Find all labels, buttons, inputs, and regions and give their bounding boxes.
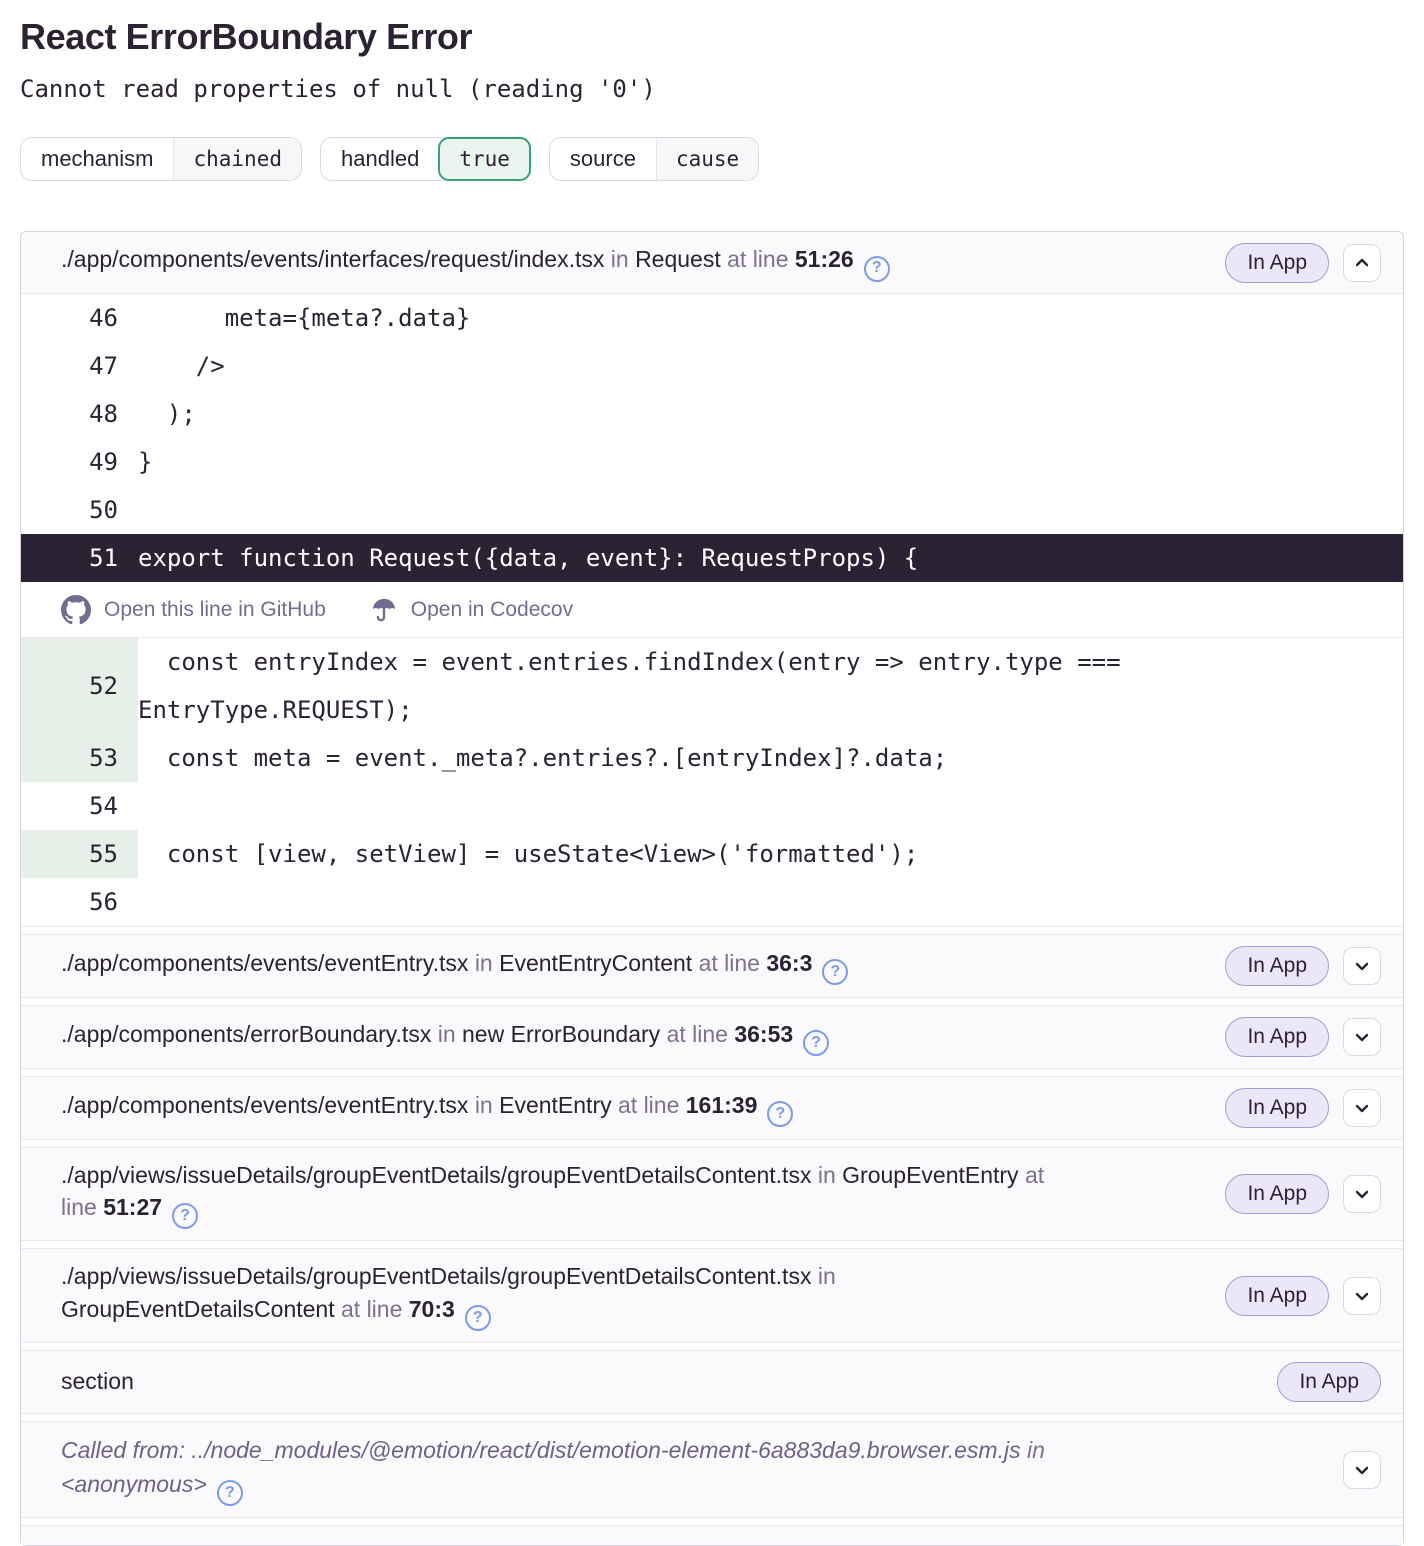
tag-value: chained — [173, 138, 301, 180]
chevron-down-icon — [1352, 1286, 1372, 1306]
chevron-down-icon — [1352, 1027, 1372, 1047]
code-text — [138, 486, 1403, 534]
code-line — [21, 342, 1403, 390]
expand-frame-button[interactable] — [1343, 1018, 1381, 1056]
code-line — [21, 438, 1403, 486]
tag-handled[interactable] — [320, 137, 531, 181]
chevron-down-icon — [1352, 956, 1372, 976]
line-number: 54 — [89, 792, 118, 820]
tag-source[interactable] — [549, 137, 759, 181]
help-icon[interactable] — [172, 1203, 198, 1229]
chevron-up-icon — [1352, 253, 1372, 273]
frame-controls — [1221, 1088, 1381, 1128]
in-app-badge: In App — [1225, 1017, 1329, 1057]
line-number-covered: 52 — [21, 638, 138, 734]
code-line — [21, 294, 1403, 342]
line-number-covered: 53 — [21, 734, 138, 782]
code-line — [21, 638, 1403, 734]
line-number-covered: 55 — [21, 830, 138, 878]
frame-line-col: 36:3 — [766, 949, 813, 976]
frame-title: ./app/components/events/interfaces/request/index.tsx in Request at line 51:26 ? — [61, 243, 890, 281]
frame-controls — [1221, 1362, 1381, 1402]
frame-title: ./app/components/events/eventEntry.tsx in EventEntry at line 161:39 ? — [61, 1089, 793, 1127]
line-number: 56 — [89, 888, 118, 916]
tag-mechanism[interactable] — [20, 137, 302, 181]
frame-title: ./app/views/issueDetails/groupEventDetails/groupEventDetailsContent.tsx in GroupEventDetailsContent at line 70:3? — [61, 1260, 1071, 1330]
expand-frame-button[interactable] — [1343, 1089, 1381, 1127]
code-text: meta={meta?.data} — [138, 304, 471, 332]
called-from-prefix: Called from: — [61, 1436, 185, 1463]
chevron-down-icon — [1352, 1460, 1372, 1480]
code-text: const meta = event._meta?.entries?.[entryIndex]?.data; — [138, 744, 948, 772]
stack-frame-collapsed[interactable] — [21, 1076, 1403, 1140]
code-context-before — [21, 294, 1403, 534]
in-app-badge: In App — [1225, 946, 1329, 986]
expand-frame-button[interactable] — [1343, 1175, 1381, 1213]
line-number: 48 — [89, 400, 118, 428]
error-message: Cannot read properties of null (reading '0') — [20, 75, 656, 103]
line-number: 47 — [89, 352, 118, 380]
in-app-badge: In App — [1225, 243, 1329, 283]
frame-path: ./app/components/errorBoundary.tsx — [61, 1020, 432, 1047]
code-line — [21, 486, 1403, 534]
stack-trace-panel — [20, 231, 1404, 1546]
frame-function: Request — [635, 246, 721, 273]
tag-key: handled — [341, 146, 420, 171]
stack-frame-collapsed[interactable] — [21, 1147, 1403, 1241]
line-number: 46 — [89, 304, 118, 332]
help-icon[interactable] — [465, 1305, 491, 1331]
help-icon[interactable] — [864, 256, 890, 282]
code-text: const entryIndex = event.entries.findIndex(entry => entry.type === EntryType.REQUEST); — [138, 648, 1136, 724]
codecov-umbrella-icon — [370, 596, 398, 624]
github-link-label: Open this line in GitHub — [104, 597, 326, 621]
frame-line-col: 161:39 — [685, 1091, 758, 1118]
frame-line-col: 51:27 — [103, 1194, 163, 1221]
github-icon — [61, 595, 91, 625]
frame-function: EventEntryContent — [499, 949, 693, 976]
code-text: /> — [138, 352, 225, 380]
line-number: 50 — [89, 496, 118, 524]
page-title: React ErrorBoundary Error — [20, 16, 473, 57]
frame-title: ./app/components/errorBoundary.tsx in new ErrorBoundary at line 36:53 ? — [61, 1018, 829, 1056]
frame-path: ./app/views/issueDetails/groupEventDetails/groupEventDetailsContent.tsx — [61, 1263, 812, 1290]
frame-line-col: 51:26 — [794, 246, 854, 273]
open-in-codecov-link[interactable] — [370, 596, 573, 624]
frame-title: ./app/views/issueDetails/groupEventDetails/groupEventDetailsContent.tsx in GroupEventEntry at line 51:27? — [61, 1159, 1071, 1229]
stack-frame-expanded-header[interactable] — [21, 232, 1403, 294]
help-icon[interactable] — [822, 959, 848, 985]
code-line — [21, 830, 1403, 878]
expand-frame-button[interactable] — [1343, 1277, 1381, 1315]
code-text — [138, 782, 1403, 830]
open-in-github-link[interactable] — [61, 595, 326, 625]
code-text: ); — [138, 400, 196, 428]
frame-controls — [1221, 946, 1381, 986]
frame-controls — [1343, 1451, 1381, 1489]
frame-line-col: 36:53 — [734, 1020, 794, 1047]
frame-path: ./app/components/events/eventEntry.tsx — [61, 1091, 469, 1118]
code-text: } — [138, 448, 153, 476]
stack-frame-collapsed[interactable] — [21, 1005, 1403, 1069]
code-line — [21, 390, 1403, 438]
code-line — [21, 878, 1403, 926]
frame-line-col: 70:3 — [408, 1295, 455, 1322]
frame-path: ./app/components/events/interfaces/request/index.tsx — [61, 246, 605, 273]
tag-pills — [20, 137, 1404, 181]
frame-controls — [1221, 1174, 1381, 1214]
frame-controls — [1221, 243, 1381, 283]
frame-function: new ErrorBoundary — [462, 1020, 661, 1047]
line-number: 49 — [89, 448, 118, 476]
codecov-link-label: Open in Codecov — [410, 597, 574, 621]
help-icon[interactable] — [767, 1101, 793, 1127]
in-app-badge: In App — [1225, 1088, 1329, 1128]
stack-frame-collapsed[interactable] — [21, 934, 1403, 998]
tag-value-highlighted: true — [438, 137, 531, 181]
line-number: 51 — [89, 544, 118, 572]
frame-controls — [1221, 1276, 1381, 1316]
frame-controls — [1221, 1017, 1381, 1057]
code-line — [21, 782, 1403, 830]
in-app-badge: In App — [1225, 1174, 1329, 1214]
chevron-down-icon — [1352, 1098, 1372, 1118]
stack-frame-section[interactable] — [21, 1350, 1403, 1414]
code-text — [138, 878, 1403, 926]
frame-path: ../node_modules/@emotion/react/dist/emotion-element-6a883da9.browser.esm.js — [191, 1436, 1021, 1463]
stack-frame-called-from[interactable] — [21, 1421, 1403, 1519]
expand-frame-button[interactable] — [1343, 947, 1381, 985]
source-links-row — [21, 582, 1403, 638]
code-text: const [view, setView] = useState<View>('formatted'); — [138, 840, 919, 868]
in-app-badge: In App — [1277, 1362, 1381, 1402]
help-icon[interactable] — [803, 1030, 829, 1056]
frame-function: <anonymous> — [61, 1471, 207, 1498]
expand-frame-button[interactable] — [1343, 1451, 1381, 1489]
active-code-line — [21, 534, 1403, 582]
tag-key: mechanism — [41, 146, 154, 171]
help-icon[interactable] — [217, 1480, 243, 1506]
collapse-frame-button[interactable] — [1343, 244, 1381, 282]
called-from-text: Called from: ../node_modules/@emotion/react/dist/emotion-element-6a883da9.browser.esm.js in <anonymous>? — [61, 1433, 1061, 1507]
code-line — [21, 734, 1403, 782]
frame-path: ./app/views/issueDetails/groupEventDetails/groupEventDetailsContent.tsx — [61, 1162, 812, 1188]
tag-value: cause — [656, 138, 758, 180]
frame-function: GroupEventDetailsContent — [61, 1295, 335, 1322]
tag-key: source — [569, 146, 636, 171]
code-context-after — [21, 638, 1403, 927]
frame-title: ./app/components/events/eventEntry.tsx in EventEntryContent at line 36:3 ? — [61, 947, 848, 985]
chevron-down-icon — [1352, 1184, 1372, 1204]
frame-title: section — [61, 1368, 134, 1395]
frame-path: ./app/components/events/eventEntry.tsx — [61, 949, 469, 976]
stack-frame-partial[interactable] — [21, 1525, 1403, 1545]
frame-function: GroupEventEntry — [842, 1162, 1019, 1188]
in-app-badge: In App — [1225, 1276, 1329, 1316]
code-text: export function Request({data, event}: RequestProps) { — [138, 544, 919, 572]
stack-frame-collapsed[interactable] — [21, 1248, 1403, 1342]
frame-function: EventEntry — [499, 1091, 612, 1118]
